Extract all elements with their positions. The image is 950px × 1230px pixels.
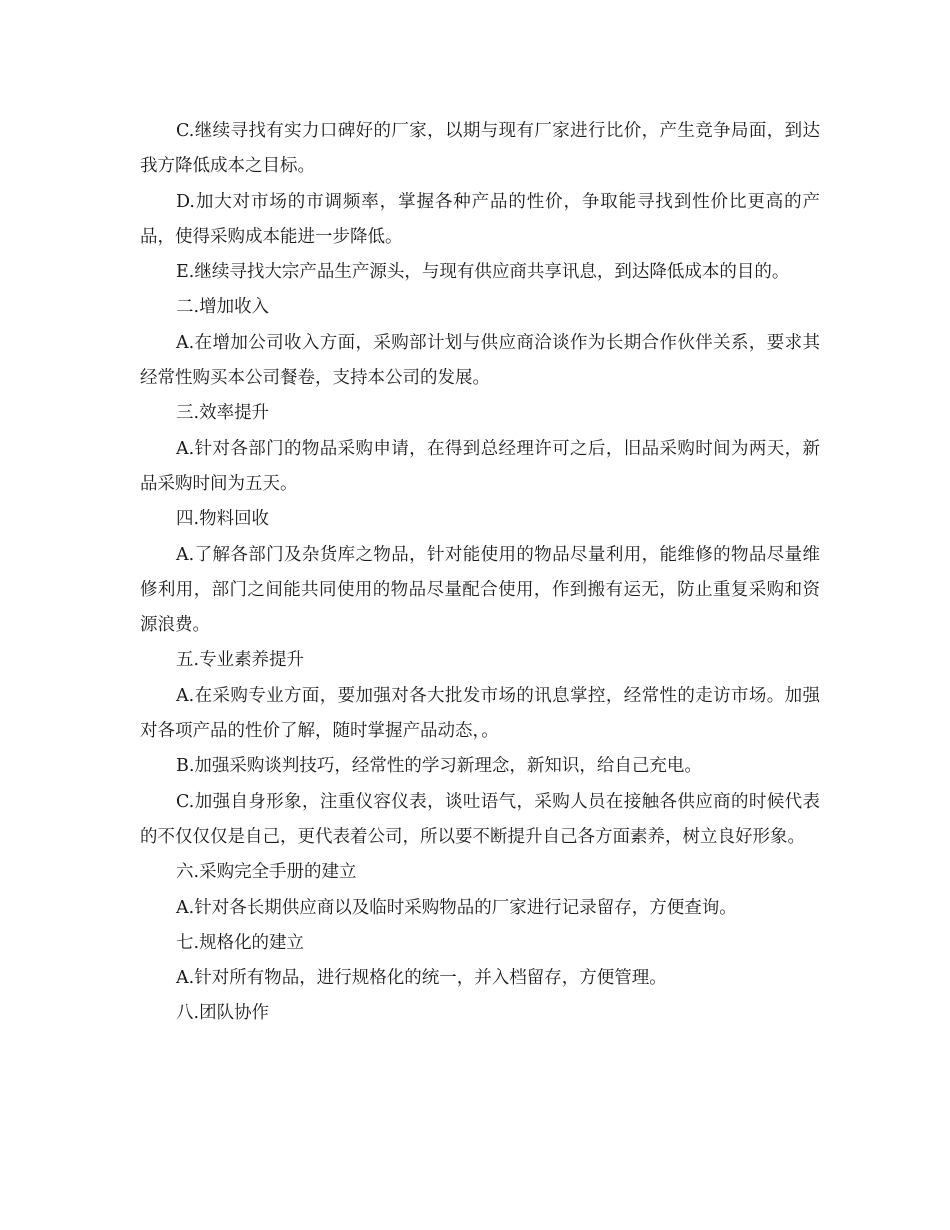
section-heading-teamwork: 八.团队协作: [176, 1003, 270, 1024]
section-heading-professional-skills: 五.专业素养提升: [176, 650, 305, 671]
paragraph-a-increase-income: A.在增加公司收入方面，采购部计划与供应商洽谈作为长期合作伙伴关系，要求其经常性购买本公司餐卷，支持本公司的发展。: [140, 332, 820, 389]
paragraph-a-purchase-manual: A.针对各长期供应商以及临时采购物品的厂家进行记录留存，方便查询。: [176, 897, 737, 918]
paragraph-a-standardization: A.针对所有物品，进行规格化的统一，并入档留存，方便管理。: [176, 968, 667, 989]
paragraph-b-negotiation: B.加强采购谈判技巧，经常性的学习新理念，新知识，给自己充电。: [176, 756, 702, 777]
section-heading-material-recovery: 四.物料回收: [176, 509, 270, 530]
paragraph-c-find-manufacturers: C.继续寻找有实力口碑好的厂家，以期与现有厂家进行比价，产生竞争局面，到达我方降低成本之目标。: [140, 121, 820, 177]
section-heading-standardization: 七.规格化的建立: [176, 932, 305, 953]
paragraph-a-material-recovery: A.了解各部门及杂货库之物品，针对能使用的物品尽量利用，能维修的物品尽量维修利用，部门之间能共同使用的物品尽量配合使用，作到搬有运无，防止重复采购和资源浪费。: [140, 544, 820, 636]
paragraph-a-efficiency: A.针对各部门的物品采购申请，在得到总经理许可之后，旧品采购时间为两天，新品采购时间为五天。: [140, 438, 820, 494]
paragraph-d-market-research: D.加大对市场的市调频率，掌握各种产品的性价，争取能寻找到性价比更高的产品，使得采购成本能进一步降低。: [140, 191, 820, 247]
section-heading-purchase-manual: 六.采购完全手册的建立: [176, 862, 357, 883]
paragraph-a-professional-skills: A.在采购专业方面，要加强对各大批发市场的讯息掌控，经常性的走访市场。加强对各项产品的性价了解，随时掌握产品动态，。: [140, 685, 820, 742]
section-heading-efficiency: 三.效率提升: [176, 403, 270, 424]
paragraph-c-self-image: C.加强自身形象，注重仪容仪表，谈吐语气，采购人员在接触各供应商的时候代表的不仅仅仅是自己，更代表着公司，所以要不断提升自己各方面素养，树立良好形象。: [140, 791, 820, 847]
paragraph-e-bulk-sources: E.继续寻找大宗产品生产源头，与现有供应商共享讯息，到达降低成本的目的。: [176, 262, 790, 283]
document-body: [140, 114, 820, 1032]
section-heading-increase-income: 二.增加收入: [176, 297, 270, 318]
